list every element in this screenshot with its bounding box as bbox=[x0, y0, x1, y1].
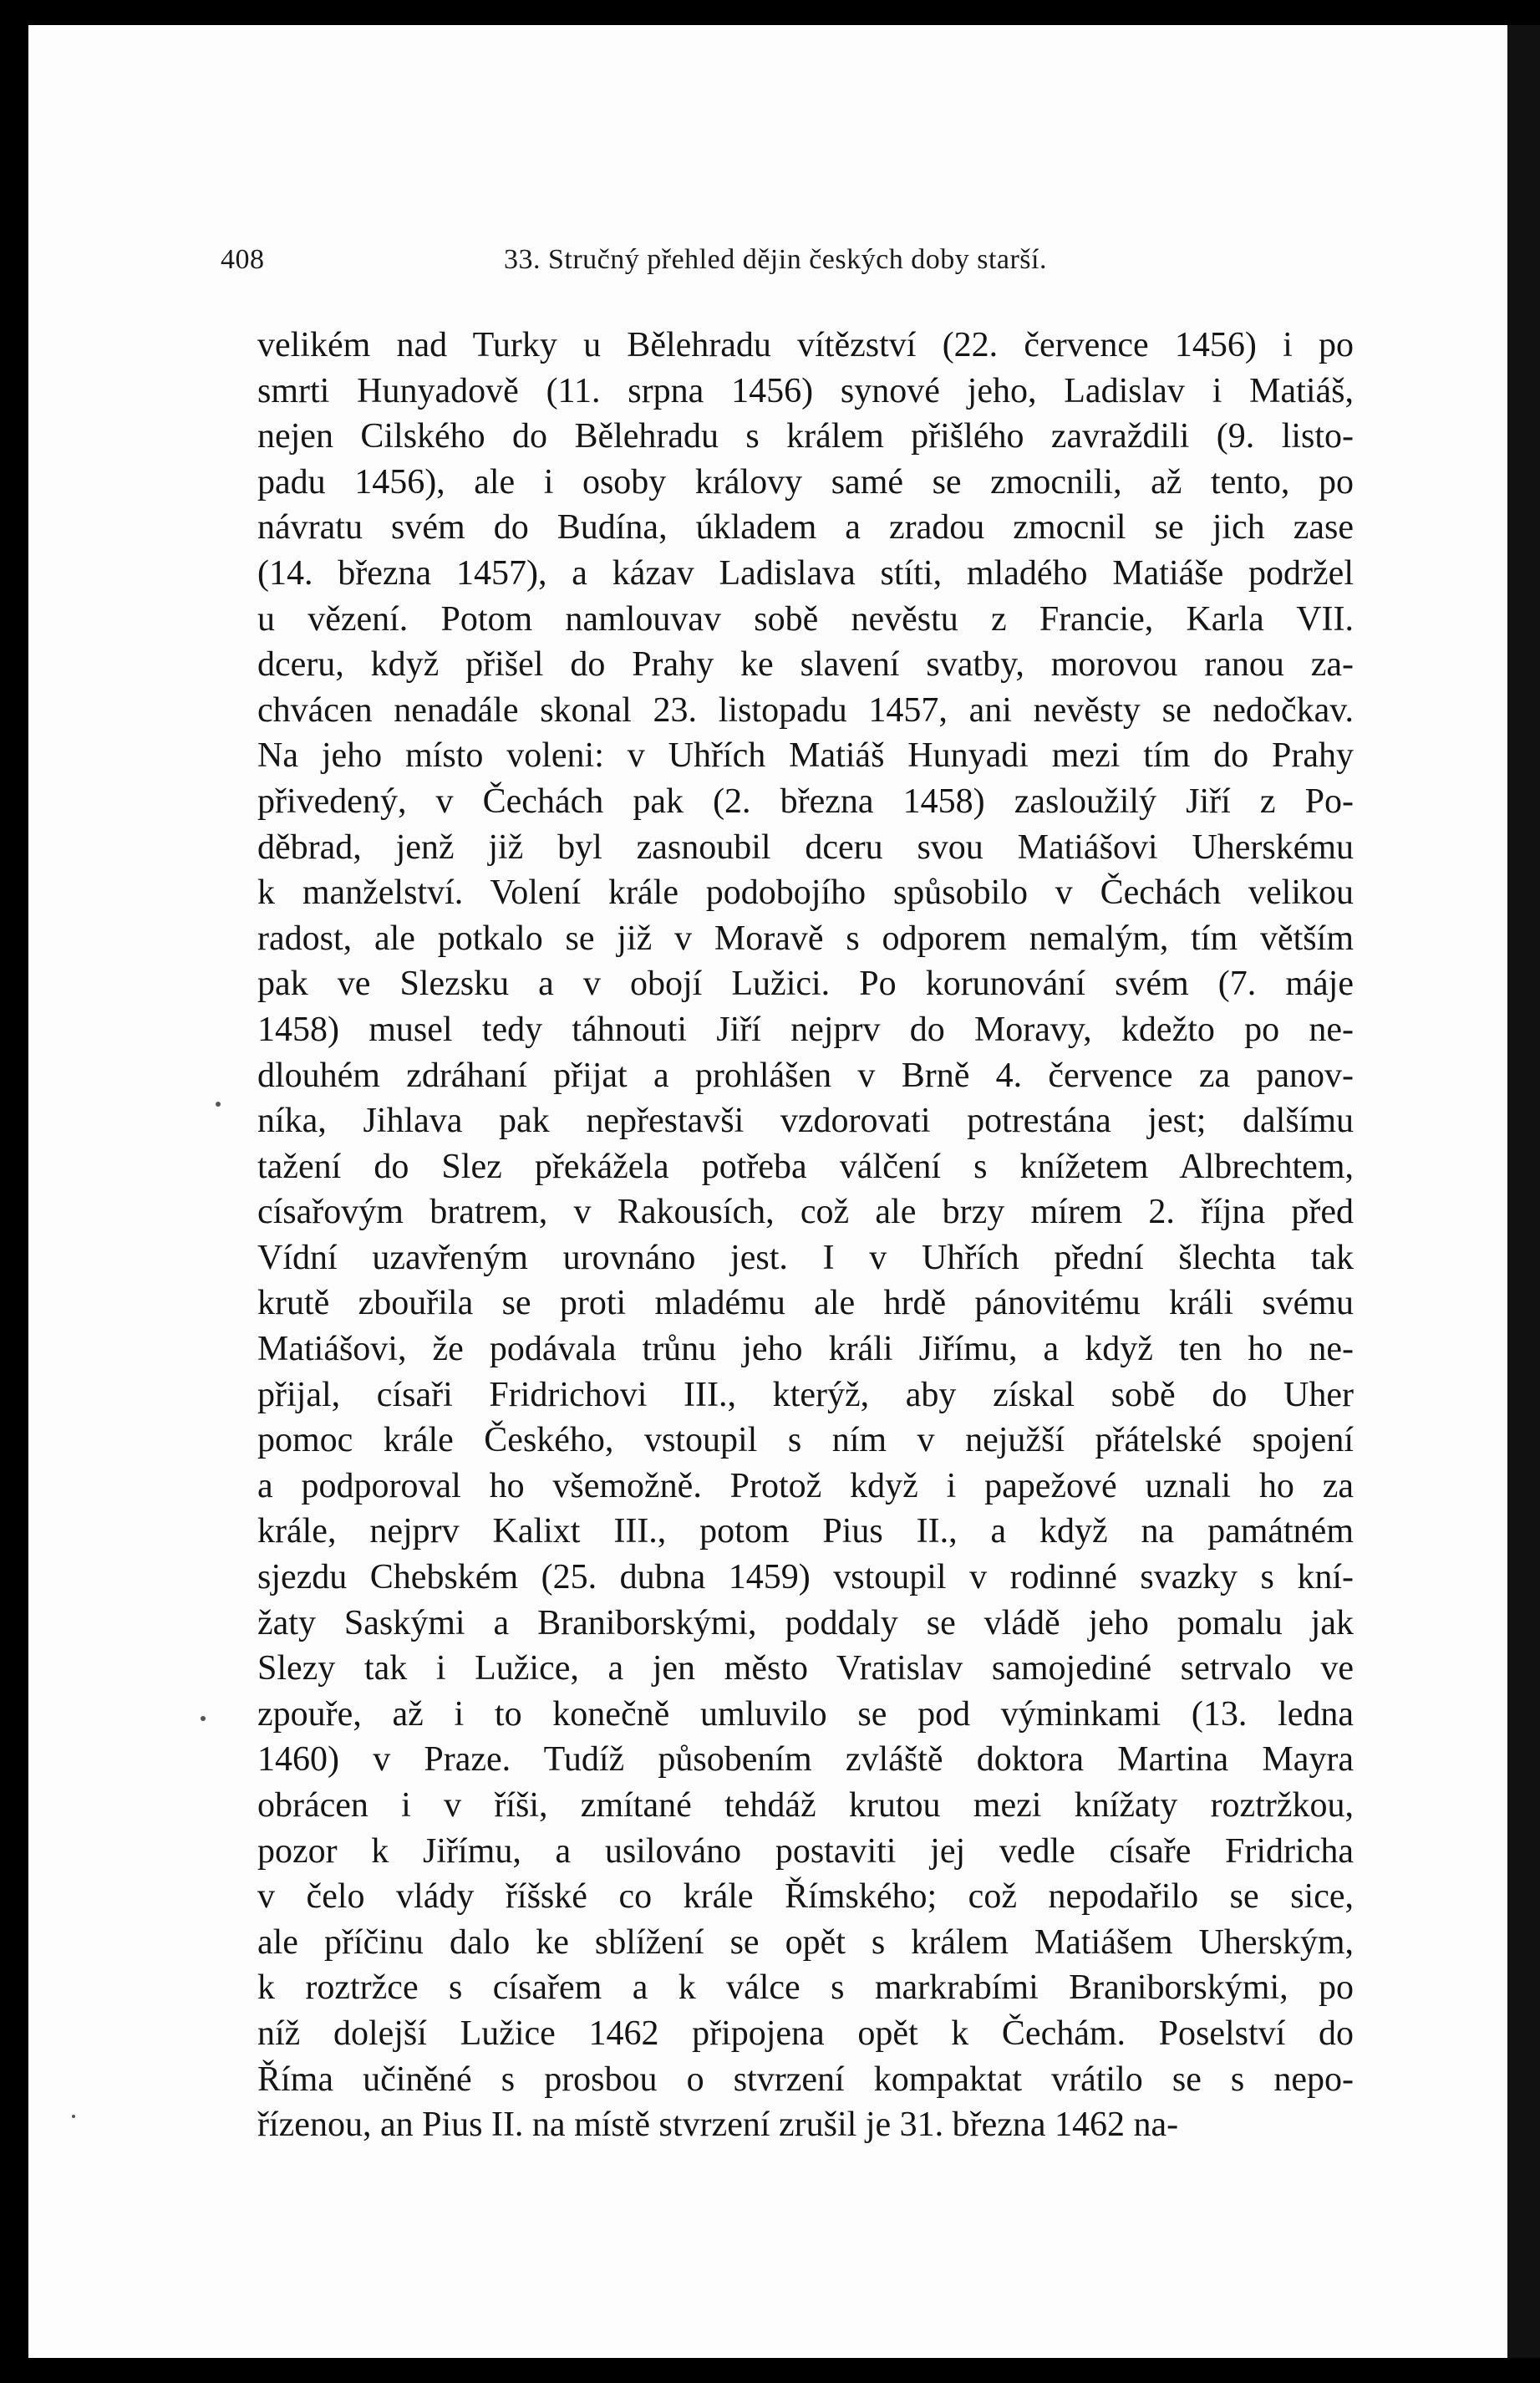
text-line: padu 1456), ale i osoby královy samé se zmocnili, až tento, po bbox=[257, 462, 1354, 502]
text-line: Říma učiněné s prosbou o stvrzení kompaktat vrátilo se s nepo- bbox=[257, 2060, 1354, 2099]
scan-border-right bbox=[1507, 25, 1540, 2358]
text-line: pak ve Slezsku a v obojí Lužici. Po korunování svém (7. máje bbox=[257, 965, 1354, 1004]
text-line: smrti Hunyadově (11. srpna 1456) synové jeho, Ladislav i Matiáš, bbox=[257, 371, 1354, 410]
running-title: 33. Stručný přehled dějin českých doby starší. bbox=[504, 244, 1047, 275]
text-line: krále, nejprv Kalixt III., potom Pius II., a když na památném bbox=[257, 1512, 1354, 1551]
text-line: níka, Jihlava pak nepřestavši vzdorovati potrestána jest; dalšímu bbox=[257, 1102, 1354, 1141]
text-line: pozor k Jiřímu, a usilováno postaviti jej vedle císaře Fridricha bbox=[257, 1831, 1354, 1871]
text-line: zpouře, až i to konečně umluvilo se pod výminkami (13. ledna bbox=[257, 1694, 1354, 1734]
text-line: chvácen nenadále skonal 23. listopadu 1457, ani nevěsty se nedočkav. bbox=[257, 690, 1354, 730]
text-line: řízenou, an Pius II. na místě stvrzení zrušil je 31. března 1462 na- bbox=[257, 2105, 1179, 2145]
scan-border-top bbox=[0, 0, 1540, 25]
paper-speck bbox=[216, 1102, 221, 1107]
text-line: nejen Cilského do Bělehradu s králem přišlého zavraždili (9. listo- bbox=[257, 417, 1354, 456]
text-line: Na jeho místo voleni: v Uhřích Matiáš Hunyadi mezi tím do Prahy bbox=[257, 736, 1354, 776]
page-header bbox=[221, 244, 1140, 286]
body-text bbox=[257, 323, 1354, 2148]
text-line: císařovým bratrem, v Rakousích, což ale brzy mírem 2. října před bbox=[257, 1193, 1354, 1232]
text-line: 1458) musel tedy táhnouti Jiří nejprv do Moravy, kdežto po ne- bbox=[257, 1010, 1354, 1049]
text-line: návratu svém do Budína, úkladem a zradou zmocnil se jich zase bbox=[257, 508, 1354, 547]
text-line: sjezdu Chebském (25. dubna 1459) vstoupil v rodinné svazky s kní- bbox=[257, 1558, 1354, 1597]
text-line: tažení do Slez překážela potřeba válčení s knížetem Albrechtem, bbox=[257, 1147, 1354, 1186]
paper-speck bbox=[72, 2115, 75, 2118]
text-line: pomoc krále Českého, vstoupil s ním v nejužší přátelské spojení bbox=[257, 1421, 1354, 1460]
text-line: k roztržce s císařem a k válce s markrabími Braniborskými, po bbox=[257, 1968, 1354, 2008]
text-line: děbrad, jenž již byl zasnoubil dceru svou Matiášovi Uherskému bbox=[257, 827, 1354, 867]
text-line: (14. března 1457), a kázav Ladislava stíti, mladého Matiáše podržel bbox=[257, 553, 1354, 593]
paper-speck bbox=[201, 1716, 206, 1721]
text-line: 1460) v Praze. Tudíž působením zvláště doktora Martina Mayra bbox=[257, 1740, 1354, 1780]
text-line: obrácen i v říši, zmítané tehdáž krutou mezi knížaty roztržkou, bbox=[257, 1786, 1354, 1825]
text-line: dceru, když přišel do Prahy ke slavení svatby, morovou ranou za- bbox=[257, 645, 1354, 685]
page-number: 408 bbox=[221, 244, 265, 275]
text-line: krutě zbouřila se proti mladému ale hrdě pánovitému králi svému bbox=[257, 1284, 1354, 1323]
text-line: velikém nad Turky u Bělehradu vítězství (22. července 1456) i po bbox=[257, 326, 1354, 364]
text-line: dlouhém zdráhaní přijat a prohlášen v Brně 4. července za panov- bbox=[257, 1056, 1354, 1095]
text-line: přivedený, v Čechách pak (2. března 1458) zasloužilý Jiří z Po- bbox=[257, 782, 1354, 821]
text-line: ale příčinu dalo ke sblížení se opět s králem Matiášem Uherským, bbox=[257, 1922, 1354, 1962]
text-line: v čelo vlády říšské co krále Římského; což nepodařilo se sice, bbox=[257, 1877, 1354, 1917]
text-line: žaty Saskými a Braniborskými, poddaly se vládě jeho pomalu jak bbox=[257, 1603, 1354, 1642]
text-line: a podporoval ho všemožně. Protož když i papežové uznali ho za bbox=[257, 1466, 1354, 1505]
text-line: Vídní uzavřeným urovnáno jest. I v Uhřích přední šlechta tak bbox=[257, 1238, 1354, 1277]
text-line: k manželství. Volení krále podobojího spůsobilo v Čechách velikou bbox=[257, 873, 1354, 913]
text-line: u vězení. Potom namlouvav sobě nevěstu z Francie, Karla VII. bbox=[257, 599, 1354, 639]
text-line: Slezy tak i Lužice, a jen město Vratislav samojediné setrvalo ve bbox=[257, 1649, 1354, 1688]
text-line: přijal, císaři Fridrichovi III., kterýž, aby získal sobě do Uher bbox=[257, 1375, 1354, 1414]
text-line: Matiášovi, že podávala trůnu jeho králi Jiřímu, a když ten ho ne- bbox=[257, 1330, 1354, 1369]
text-line: radost, ale potkalo se již v Moravě s odporem nemalým, tím větším bbox=[257, 919, 1354, 958]
text-line: níž dolejší Lužice 1462 připojena opět k Čechám. Poselství do bbox=[257, 2014, 1354, 2053]
